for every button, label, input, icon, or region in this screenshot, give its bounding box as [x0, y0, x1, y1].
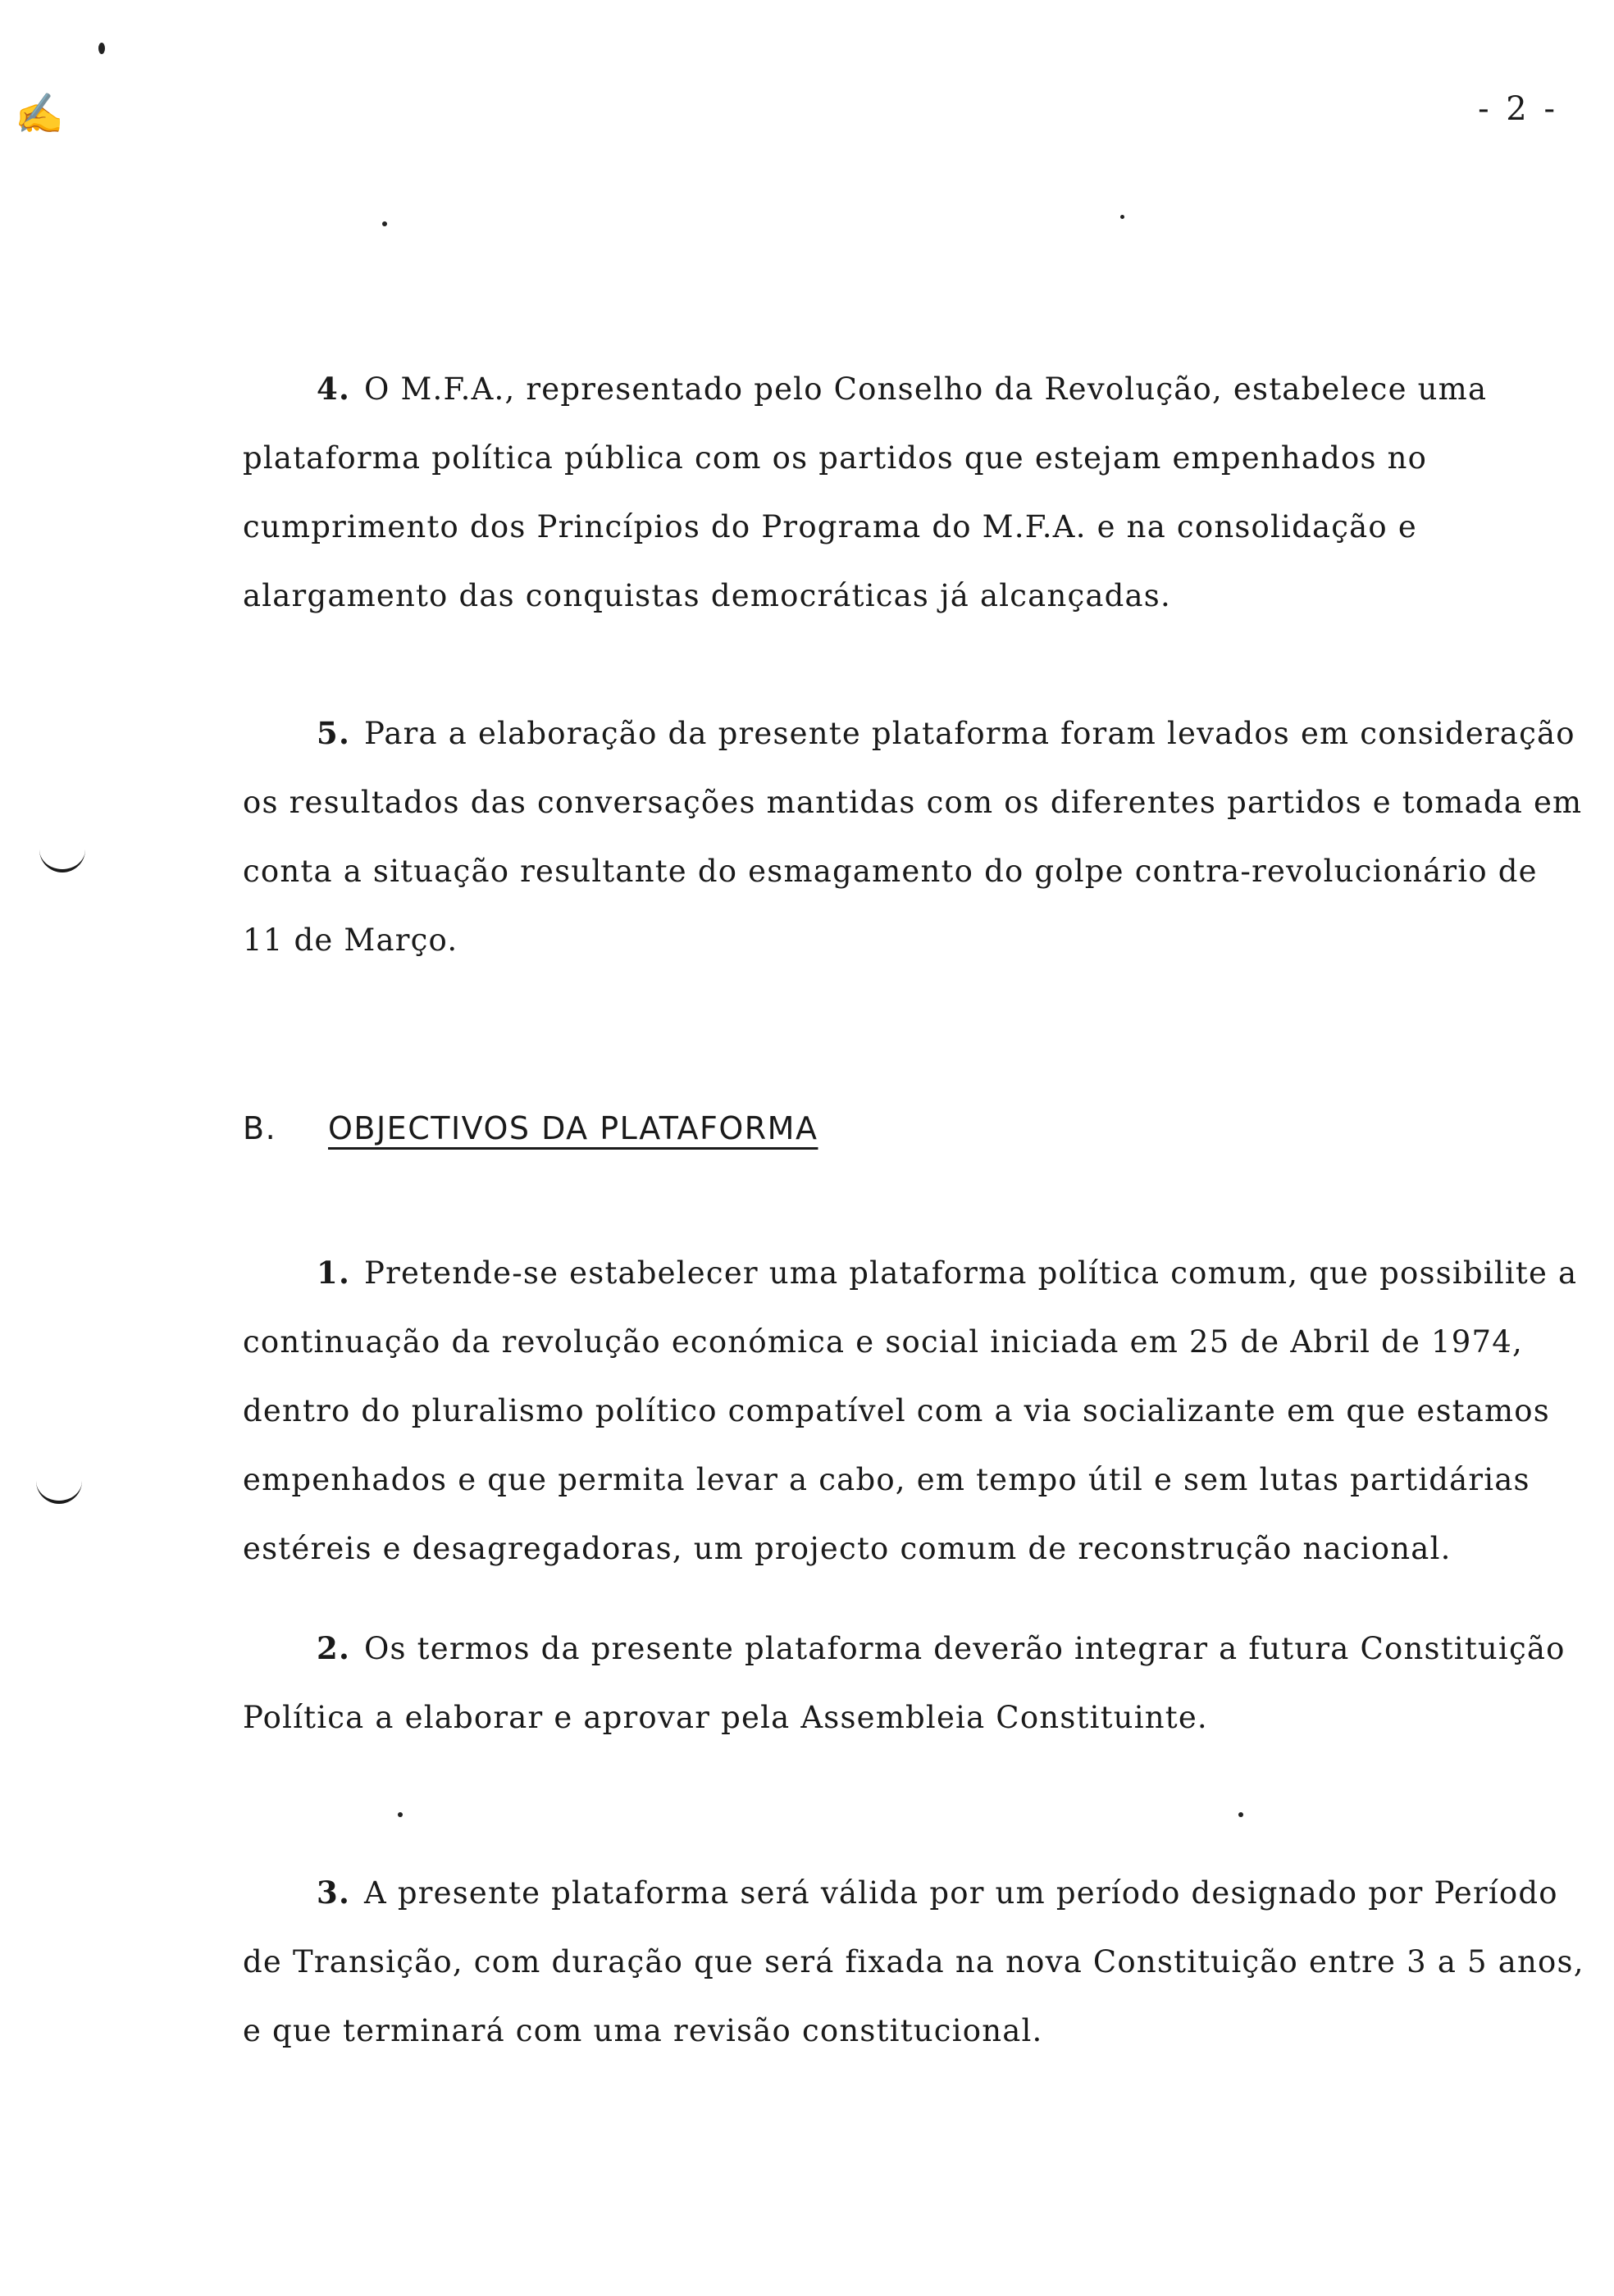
paragraph-4	[243, 354, 1588, 631]
paragraph-number: 5.	[317, 715, 351, 751]
section-heading	[243, 1110, 818, 1146]
page-number: - 2 -	[1478, 90, 1558, 128]
paragraph-number: 2.	[317, 1630, 351, 1666]
paragraph-number: 1.	[317, 1255, 351, 1291]
paragraph-5	[243, 699, 1588, 975]
paragraph-text: A presente plataforma será válida por um período designado por Período de Transição, com duração que será fixada na nova Constituição entre 3 a 5 anos, e que terminará com uma revisão constitucional.	[243, 1875, 1584, 2048]
paragraph-number: 4.	[317, 371, 351, 407]
paragraph-text: Pretende-se estabelecer uma plataforma política comum, que possibilite a continuação da revolução económica e social iniciada em 25 de Abril de 1974, dentro do pluralismo político compatível com a via socializante em que estamos empenhados e que permita levar a cabo, em tempo útil e sem lutas partidárias estéreis e desagregadoras, um projecto comum de reconstrução nacional.	[243, 1255, 1578, 1566]
paragraph-2	[243, 1614, 1588, 1752]
paragraph-text: Os termos da presente plataforma deverão integrar a futura Constituição Política a elaborar e aprovar pela Assembleia Constituinte.	[243, 1631, 1566, 1735]
paragraph-number: 3.	[317, 1875, 351, 1911]
paragraph-text: O M.F.A., representado pelo Conselho da Revolução, estabelece uma plataforma política pública com os partidos que estejam empenhados no cumprimento dos Princípios do Programa do M.F.A. e na consolidação e alargamento das conquistas democráticas já alcançadas.	[243, 371, 1488, 613]
paragraph-3	[243, 1858, 1588, 2066]
paragraph-1	[243, 1238, 1588, 1583]
ink-speck	[1120, 215, 1124, 219]
handwritten-mark: ✍	[15, 91, 64, 137]
ink-speck	[98, 43, 105, 54]
ink-speck	[1238, 1812, 1243, 1817]
ink-speck	[382, 221, 387, 226]
paragraph-text: Para a elaboração da presente plataforma foram levados em consideração os resultados das conversações mantidas com os diferentes partidos e tomada em conta a situação resultante do esmagamento do golpe contra-revolucionário de 11 de Março.	[243, 716, 1583, 958]
ink-speck	[398, 1812, 403, 1817]
section-title: OBJECTIVOS DA PLATAFORMA	[328, 1110, 818, 1146]
section-letter: B.	[243, 1110, 277, 1146]
punch-hole-mark	[39, 845, 85, 872]
punch-hole-mark	[36, 1476, 82, 1504]
